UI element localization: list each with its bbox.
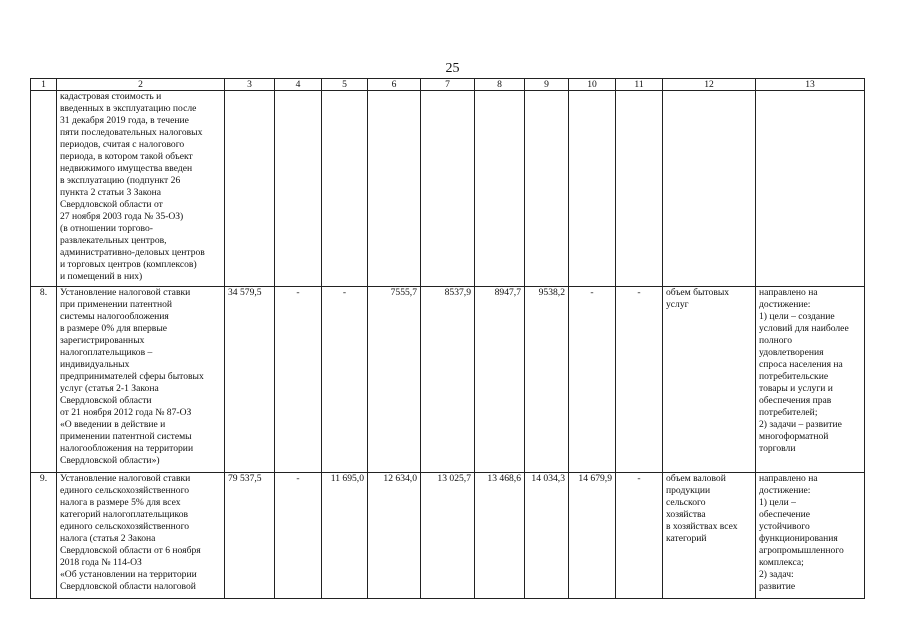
cell-col9 [525, 91, 569, 287]
column-header-row [31, 79, 865, 91]
cell-col6: 7555,7 [368, 287, 421, 473]
cell-col7 [421, 91, 475, 287]
cell-col7: 13 025,7 [421, 473, 475, 599]
cell-col10: 14 679,9 [569, 473, 616, 599]
cell-col4: - [275, 287, 322, 473]
cell-col3: 34 579,5 [225, 287, 275, 473]
cell-col4 [275, 91, 322, 287]
table-row [31, 91, 865, 287]
cell-col8: 8947,7 [475, 287, 525, 473]
column-header: 1 [31, 79, 57, 91]
cell-col7: 8537,9 [421, 287, 475, 473]
cell-col5: - [322, 287, 368, 473]
cell-col10 [569, 91, 616, 287]
cell-goal: направлено на достижение: 1) цели – обеспечение устойчивого функционирования агропромышленного комплекса; 2) задач: развитие [756, 473, 865, 599]
column-header: 3 [225, 79, 275, 91]
cell-goal: направлено на достижение: 1) цели – создание условий для наиболее полного удовлетворения спроса населения на потребительские товары и услуги и обеспечения прав потребителей; 2) задачи – развитие многоформатной торговли [756, 287, 865, 473]
cell-col11: - [616, 473, 663, 599]
cell-col6: 12 634,0 [368, 473, 421, 599]
cell-col8: 13 468,6 [475, 473, 525, 599]
cell-col5 [322, 91, 368, 287]
table-row [31, 287, 865, 473]
cell-col9: 9538,2 [525, 287, 569, 473]
column-header: 2 [57, 79, 225, 91]
cell-col8 [475, 91, 525, 287]
cell-col11: - [616, 287, 663, 473]
row-description: Установление налоговой ставки при применении патентной системы налогообложения в размере 0% для впервые зарегистрированных налогоплательщиков – индивидуальных предпринимателей сферы бытовых услуг (статья 2-1 Закона Свердловской области от 21 ноября 2012 года № 87-ОЗ «О введении в действие и применении патентной системы налогообложения на территории Свердловской области») [57, 287, 225, 473]
row-number [31, 91, 57, 287]
table-row [31, 473, 865, 599]
row-description: кадастровая стоимость и введенных в эксплуатацию после 31 декабря 2019 года, в течение пяти последовательных налоговых периодов, считая с налогового периода, в котором такой объект недвижимого имущества введен в эксплуатацию (подпункт 26 пункта 2 статьи 3 Закона Свердловской области от 27 ноября 2003 года № 35-ОЗ) (в отношении торгово- развлекательных центров, административно-деловых центров и торговых центров (комплексов) и помещений в них) [57, 91, 225, 287]
column-header: 9 [525, 79, 569, 91]
cell-col10: - [569, 287, 616, 473]
column-header: 12 [663, 79, 756, 91]
cell-indicator: объем бытовых услуг [663, 287, 756, 473]
cell-col4: - [275, 473, 322, 599]
column-header: 5 [322, 79, 368, 91]
page-number: 25 [445, 61, 460, 76]
cell-indicator [663, 91, 756, 287]
row-description: Установление налоговой ставки единого сельскохозяйственного налога в размере 5% для всех категорий налогоплательщиков единого сельскохозяйственного налога (статья 2 Закона Свердловской области от 6 ноября 2018 года № 114-ОЗ «Об установлении на территории Свердловской области налоговой [57, 473, 225, 599]
column-header: 13 [756, 79, 865, 91]
cell-indicator: объем валовой продукции сельского хозяйства в хозяйствах всех категорий [663, 473, 756, 599]
column-header: 8 [475, 79, 525, 91]
cell-goal [756, 91, 865, 287]
column-header: 11 [616, 79, 663, 91]
row-number: 8. [31, 287, 57, 473]
cell-col5: 11 695,0 [322, 473, 368, 599]
cell-col3 [225, 91, 275, 287]
column-header: 6 [368, 79, 421, 91]
cell-col3: 79 537,5 [225, 473, 275, 599]
column-header: 4 [275, 79, 322, 91]
column-header: 7 [421, 79, 475, 91]
tax-benefits-table [30, 78, 865, 599]
row-number: 9. [31, 473, 57, 599]
cell-col11 [616, 91, 663, 287]
cell-col6 [368, 91, 421, 287]
cell-col9: 14 034,3 [525, 473, 569, 599]
column-header: 10 [569, 79, 616, 91]
